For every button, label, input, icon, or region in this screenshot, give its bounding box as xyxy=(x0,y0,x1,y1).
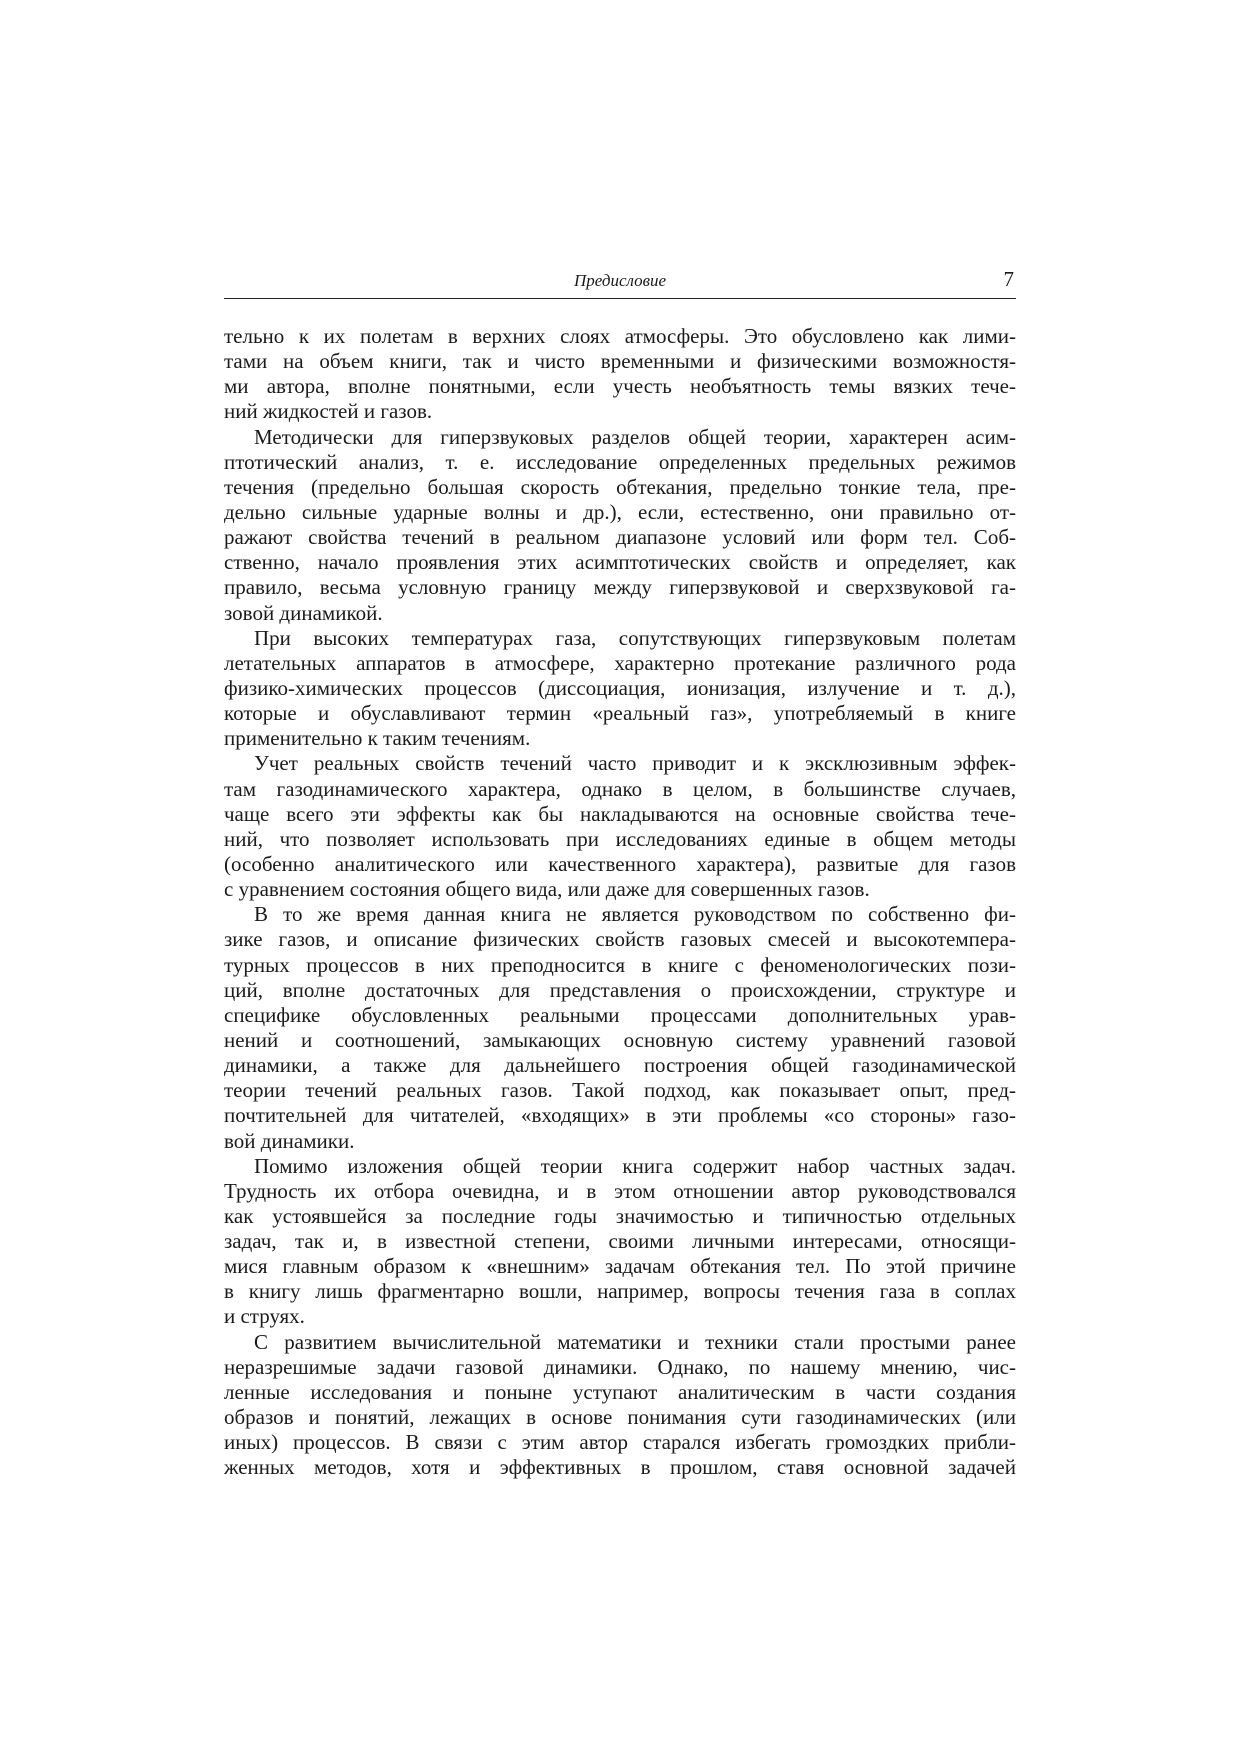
paragraph xyxy=(224,324,1016,425)
text-line: с уравнением состояния общего вида, или даже для совершенных газов. xyxy=(224,877,870,902)
text-line: ленные исследования и поныне уступают аналитическим в части создания xyxy=(224,1379,1016,1404)
text-line: женных методов, хотя и эффективных в прошлом, ставя основной задачей xyxy=(224,1455,1016,1480)
text-line: и струях. xyxy=(224,1304,305,1329)
text-line: В то же время данная книга не является руководством по собственно фи- xyxy=(254,902,1016,927)
paragraph xyxy=(224,902,1016,1153)
text-line: почтительней для читателей, «входящих» в эти проблемы «со стороны» газо- xyxy=(224,1103,1016,1128)
text-line: (особенно аналитического или качественного характера), развитые для газов xyxy=(224,851,1016,876)
running-title: Предисловие xyxy=(573,271,667,290)
page-number: 7 xyxy=(1003,267,1014,291)
text-line: мися главным образом к «внешним» задачам обтекания тел. По этой причине xyxy=(224,1254,1016,1279)
page-header xyxy=(224,268,1016,299)
text-line: ций, вполне достаточных для представления о происхождении, структуре и xyxy=(224,977,1016,1002)
text-line: Учет реальных свойств течений часто приводит и к эксклюзивным эффек- xyxy=(254,751,1016,776)
text-line: как устоявшейся за последние годы значимостью и типичностью отдельных xyxy=(224,1203,1016,1228)
paragraph xyxy=(224,626,1016,752)
text-line: При высоких температурах газа, сопутствующих гиперзвуковым полетам xyxy=(254,625,1016,650)
text-line: специфике обусловленных реальными процессами дополнительных урав- xyxy=(224,1002,1016,1027)
text-line: задач, так и, в известной степени, своими личными интересами, относящи- xyxy=(224,1229,1016,1254)
text-line: С развитием вычислительной математики и техники стали простыми ранее xyxy=(254,1329,1016,1354)
text-line: тами на объем книги, так и чисто временными и физическими возможностя- xyxy=(224,349,1016,374)
text-line: птотический анализ, т. е. исследование определенных предельных режимов xyxy=(224,449,1016,474)
text-line: дельно сильные ударные волны и др.), если, естественно, они правильно от- xyxy=(224,499,1016,524)
text-line: Помимо изложения общей теории книга содержит набор частных задач. xyxy=(254,1153,1016,1178)
paragraph xyxy=(224,1154,1016,1330)
paragraph xyxy=(224,751,1016,902)
text-line: ственно, начало проявления этих асимптотических свойств и определяет, как xyxy=(224,550,1016,575)
text-line: в книгу лишь фрагментарно вошли, например, вопросы течения газа в соплах xyxy=(224,1279,1016,1304)
text-line: зовой динамикой. xyxy=(224,600,383,625)
text-line: там газодинамического характера, однако в целом, в большинстве случаев, xyxy=(224,776,1016,801)
text-line: неразрешимые задачи газовой динамики. Однако, по нашему мнению, чис- xyxy=(224,1354,1016,1379)
text-line: нений и соотношений, замыкающих основную систему уравнений газовой xyxy=(224,1027,1016,1052)
text-line: Методически для гиперзвуковых разделов общей теории, характерен асим- xyxy=(254,424,1016,449)
text-line: тельно к их полетам в верхних слоях атмосферы. Это обусловлено как лими- xyxy=(224,324,1016,348)
text-line: теории течений реальных газов. Такой подход, как показывает опыт, пред- xyxy=(224,1078,1016,1103)
text-line: ний, что позволяет использовать при исследованиях единые в общем методы xyxy=(224,826,1016,851)
text-line: динамики, а также для дальнейшего построения общей газодинамической xyxy=(224,1053,1016,1078)
text-line: которые и обуславливают термин «реальный газ», употребляемый в книге xyxy=(224,701,1016,726)
paragraph xyxy=(224,1330,1016,1481)
paragraph xyxy=(224,425,1016,626)
text-line: течения (предельно большая скорость обтекания, предельно тонкие тела, пре- xyxy=(224,474,1016,499)
text-line: турных процессов в них преподносится в книге с феноменологических пози- xyxy=(224,952,1016,977)
text-line: ражают свойства течений в реальном диапазоне условий или форм тел. Соб- xyxy=(224,525,1016,550)
text-line: физико-химических процессов (диссоциация, ионизация, излучение и т. д.), xyxy=(224,675,1016,700)
text-line: чаще всего эти эффекты как бы накладываются на основные свойства тече- xyxy=(224,801,1016,826)
text-line: правило, весьма условную границу между гиперзвуковой и сверхзвуковой га- xyxy=(224,575,1016,600)
text-line: ми автора, вполне понятными, если учесть необъятность темы вязких тече- xyxy=(224,374,1016,399)
text-line: вой динамики. xyxy=(224,1128,355,1153)
text-line: летательных аппаратов в атмосфере, характерно протекание различного рода xyxy=(224,650,1016,675)
text-line: ний жидкостей и газов. xyxy=(224,399,433,424)
text-line: Трудность их отбора очевидна, и в этом отношении автор руководствовался xyxy=(224,1178,1016,1203)
text-line: зике газов, и описание физических свойств газовых смесей и высокотемпера- xyxy=(224,927,1016,952)
text-line: образов и понятий, лежащих в основе понимания сути газодинамических (или xyxy=(224,1405,1016,1430)
body-text xyxy=(224,324,1016,1480)
text-line: применительно к таким течениям. xyxy=(224,726,531,751)
text-line: иных) процессов. В связи с этим автор старался избегать громоздких прибли- xyxy=(224,1430,1016,1455)
